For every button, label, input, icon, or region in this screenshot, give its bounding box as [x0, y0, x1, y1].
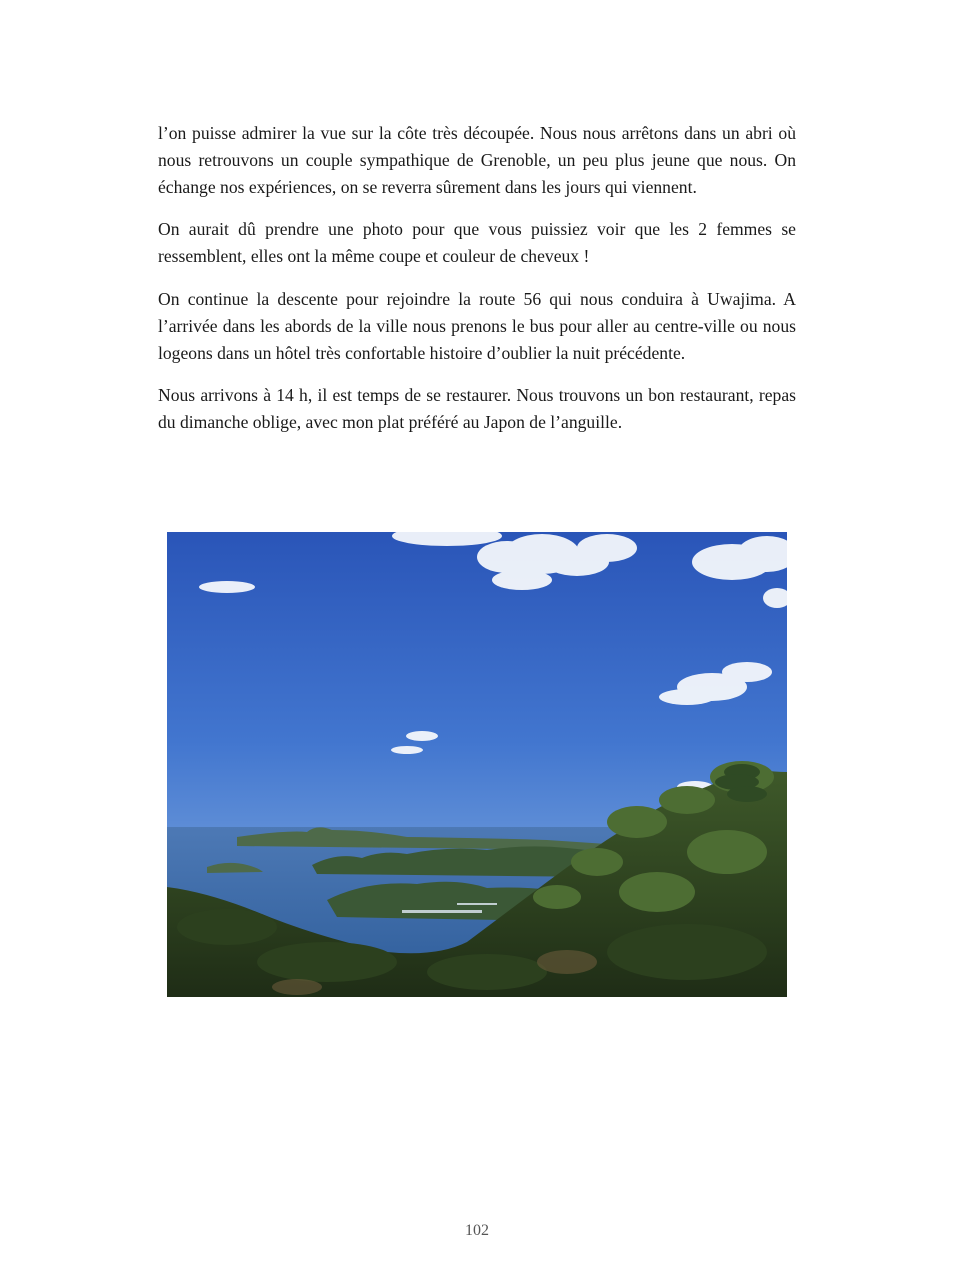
paragraph-3: On continue la descente pour rejoindre la route 56 qui nous conduira à Uwajima. A l’arrivée dans les abords de la ville nous prenons le bus pour aller au centre-ville ou nous logeons dans un hôtel très confortable histoire d’oublier la nuit précédente. — [158, 288, 796, 363]
body-text — [158, 120, 796, 452]
paragraph-2: On aurait dû prendre une photo pour que vous puissiez voir que les 2 femmes se ressemblent, elles ont la même coupe et couleur de cheveux ! — [158, 219, 796, 267]
paragraph-1: l’on puisse admirer la vue sur la côte très découpée. Nous nous arrêtons dans un abri où nous retrouvons un couple sympathique de Grenoble, un peu plus jeune que nous. On échange nos expériences, on se reverra sûrement dans les jours qui viennent. — [158, 123, 796, 197]
page-number: 102 — [465, 1222, 489, 1239]
coastal-landscape-photo — [167, 532, 787, 997]
paragraph-4: Nous arrivons à 14 h, il est temps de se restaurer. Nous trouvons un bon restaurant, repas du dimanche oblige, avec mon plat préféré au Japon de l’anguille. — [158, 385, 796, 433]
